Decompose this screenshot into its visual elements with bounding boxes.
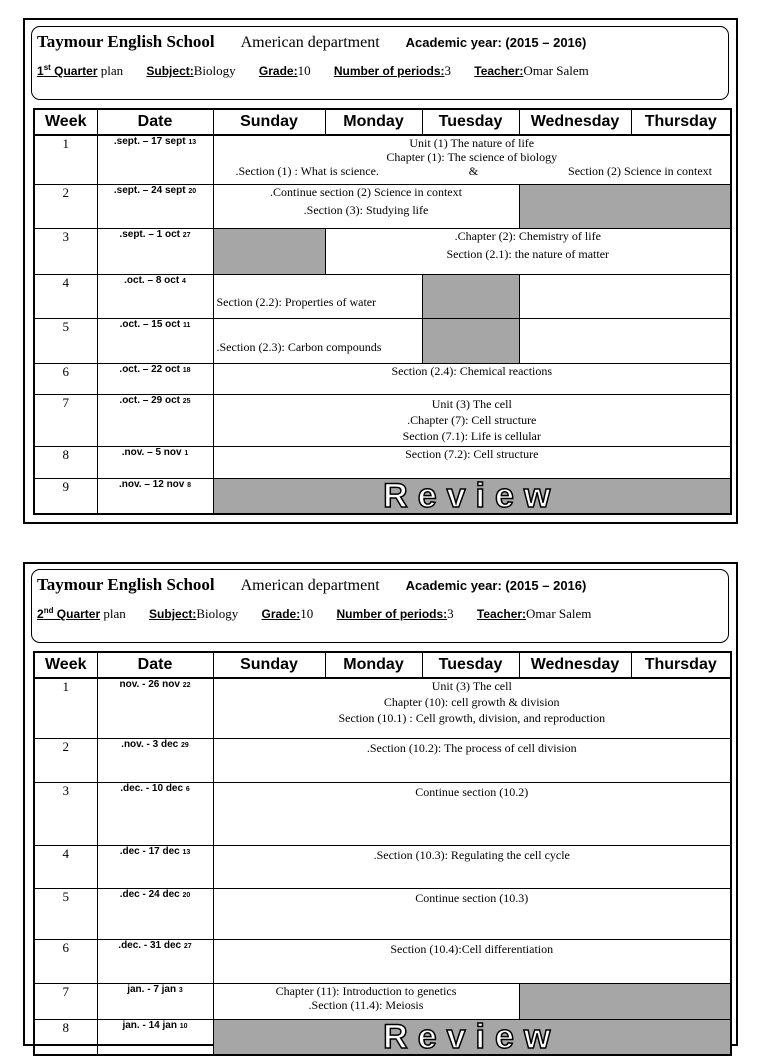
col-thursday: Thursday xyxy=(631,652,731,678)
date-cell: .sept. – 17 sept 13 xyxy=(97,135,213,184)
lesson-cell: Section (7.2): Cell structure xyxy=(213,446,731,478)
col-date: Date xyxy=(97,652,213,678)
col-monday: Monday xyxy=(325,652,422,678)
lesson-cell: Chapter (11): Introduction to genetics .Section (11.4): Meiosis xyxy=(213,983,519,1019)
col-week: Week xyxy=(34,109,97,135)
teacher-value: Omar Salem xyxy=(523,63,589,78)
subject-label: Subject: xyxy=(149,607,197,621)
date-cell: .dec - 24 dec 20 xyxy=(97,888,213,939)
week-cell: 5 xyxy=(34,318,97,363)
review-banner: Review xyxy=(383,478,561,514)
grade-label: Grade: xyxy=(258,64,298,78)
table-header-row xyxy=(34,652,731,678)
lesson-cell: .Section (10.3): Regulating the cell cycle xyxy=(213,845,731,888)
week-cell: 4 xyxy=(34,845,97,888)
date-cell: jan. - 7 jan 3 xyxy=(97,983,213,1019)
schedule-table-2 xyxy=(33,651,732,1056)
week-cell: 4 xyxy=(34,274,97,318)
grade-value: 10 xyxy=(297,63,311,78)
table-row xyxy=(34,738,731,782)
date-cell: nov. - 26 nov 22 xyxy=(97,678,213,738)
academic-year: Academic year: (2015 – 2016) xyxy=(405,35,587,50)
table-row xyxy=(34,939,731,983)
lesson-cell: .Section (2.3): Carbon compounds xyxy=(213,318,422,363)
col-thursday: Thursday xyxy=(631,109,731,135)
department: American department xyxy=(240,34,380,51)
lesson-cell: Section (2.2): Properties of water xyxy=(213,274,422,318)
review-cell xyxy=(213,478,731,514)
periods-value: 3 xyxy=(444,63,451,78)
school-name: Taymour English School xyxy=(37,575,215,594)
empty-shaded-cell xyxy=(422,274,519,318)
table-row xyxy=(34,184,731,228)
subject-label: Subject: xyxy=(146,64,194,78)
table-row xyxy=(34,888,731,939)
empty-cell xyxy=(519,274,731,318)
grade-label: Grade: xyxy=(261,607,301,621)
col-date: Date xyxy=(97,109,213,135)
week-cell: 8 xyxy=(34,1019,97,1055)
col-tuesday: Tuesday xyxy=(422,652,519,678)
week-cell: 9 xyxy=(34,478,97,514)
empty-shaded-cell xyxy=(519,983,731,1019)
table-row xyxy=(34,394,731,446)
table-row xyxy=(34,318,731,363)
quarter-label: 1st Quarter xyxy=(37,63,98,78)
table-row xyxy=(34,478,731,514)
lesson-cell: .Section (10.2): The process of cell division xyxy=(213,738,731,782)
col-sunday: Sunday xyxy=(213,652,325,678)
col-sunday: Sunday xyxy=(213,109,325,135)
lesson-cell: Continue section (10.2) xyxy=(213,782,731,845)
empty-cell xyxy=(519,318,731,363)
week-cell: 6 xyxy=(34,363,97,394)
table-row xyxy=(34,782,731,845)
date-cell: .dec. - 10 dec 6 xyxy=(97,782,213,845)
col-week: Week xyxy=(34,652,97,678)
col-tuesday: Tuesday xyxy=(422,109,519,135)
week-cell: 1 xyxy=(34,135,97,184)
empty-shaded-cell xyxy=(422,318,519,363)
table-row xyxy=(34,1019,731,1055)
teacher-value: Omar Salem xyxy=(526,606,592,621)
week-cell: 5 xyxy=(34,888,97,939)
table-row xyxy=(34,135,731,184)
lesson-cell: Unit (1) The nature of life Chapter (1): The science of biology .Section (1) : What is science. & Section (2) Science in context xyxy=(213,135,731,184)
schedule-table-1 xyxy=(33,108,732,515)
date-cell: .nov. – 12 nov 8 xyxy=(97,478,213,514)
lesson-cell: Section (10.4):Cell differentiation xyxy=(213,939,731,983)
week-cell: 8 xyxy=(34,446,97,478)
date-cell: .nov. - 3 dec 29 xyxy=(97,738,213,782)
col-wednesday: Wednesday xyxy=(519,109,631,135)
empty-shaded-cell xyxy=(519,184,731,228)
date-cell: .oct. – 29 oct 25 xyxy=(97,394,213,446)
date-cell: .dec. - 31 dec 27 xyxy=(97,939,213,983)
date-cell: jan. - 14 jan 10 xyxy=(97,1019,213,1055)
lesson-cell: Unit (3) The cell Chapter (10): cell growth & division Section (10.1) : Cell growth, division, and reproduction xyxy=(213,678,731,738)
periods-label: Number of periods: xyxy=(336,607,448,621)
date-cell: .dec - 17 dec 13 xyxy=(97,845,213,888)
lesson-cell: .Continue section (2) Science in context .Section (3): Studying life xyxy=(213,184,519,228)
table-row xyxy=(34,274,731,318)
quarter-label: 2nd Quarter xyxy=(37,606,101,621)
table-row xyxy=(34,363,731,394)
week-cell: 7 xyxy=(34,983,97,1019)
table-row xyxy=(34,845,731,888)
week-cell: 7 xyxy=(34,394,97,446)
lesson-cell: Unit (3) The cell .Chapter (7): Cell structure Section (7.1): Life is cellular xyxy=(213,394,731,446)
subject-value: Biology xyxy=(196,606,239,621)
lesson-cell: Section (2.4): Chemical reactions xyxy=(213,363,731,394)
subject-value: Biology xyxy=(193,63,236,78)
teacher-label: Teacher: xyxy=(474,64,524,78)
date-cell: .sept. – 24 sept 20 xyxy=(97,184,213,228)
review-banner: Review xyxy=(383,1019,561,1055)
department: American department xyxy=(240,577,380,594)
week-cell: 3 xyxy=(34,782,97,845)
plan-header-2 xyxy=(31,569,729,643)
week-cell: 3 xyxy=(34,228,97,274)
grade-value: 10 xyxy=(300,606,314,621)
table-row xyxy=(34,983,731,1019)
date-cell: .oct. – 8 oct 4 xyxy=(97,274,213,318)
date-cell: .sept. – 1 oct 27 xyxy=(97,228,213,274)
plan-word: plan xyxy=(97,63,124,78)
week-cell: 1 xyxy=(34,678,97,738)
lesson-cell: Continue section (10.3) xyxy=(213,888,731,939)
academic-year: Academic year: (2015 – 2016) xyxy=(405,578,587,593)
table-row xyxy=(34,678,731,738)
date-cell: .oct. – 22 oct 18 xyxy=(97,363,213,394)
table-header-row xyxy=(34,109,731,135)
periods-label: Number of periods: xyxy=(333,64,445,78)
empty-shaded-cell xyxy=(213,228,325,274)
periods-value: 3 xyxy=(447,606,454,621)
week-cell: 2 xyxy=(34,738,97,782)
col-wednesday: Wednesday xyxy=(519,652,631,678)
date-cell: .oct. – 15 oct 11 xyxy=(97,318,213,363)
lesson-cell: .Chapter (2): Chemistry of life Section (2.1): the nature of matter xyxy=(325,228,731,274)
week-cell: 2 xyxy=(34,184,97,228)
week-cell: 6 xyxy=(34,939,97,983)
school-name: Taymour English School xyxy=(37,32,215,51)
table-row xyxy=(34,228,731,274)
plan-word: plan xyxy=(100,606,126,621)
date-cell: .nov. – 5 nov 1 xyxy=(97,446,213,478)
plan-header-1 xyxy=(31,26,729,100)
teacher-label: Teacher: xyxy=(476,607,527,621)
col-monday: Monday xyxy=(325,109,422,135)
review-cell xyxy=(213,1019,731,1055)
table-row xyxy=(34,446,731,478)
